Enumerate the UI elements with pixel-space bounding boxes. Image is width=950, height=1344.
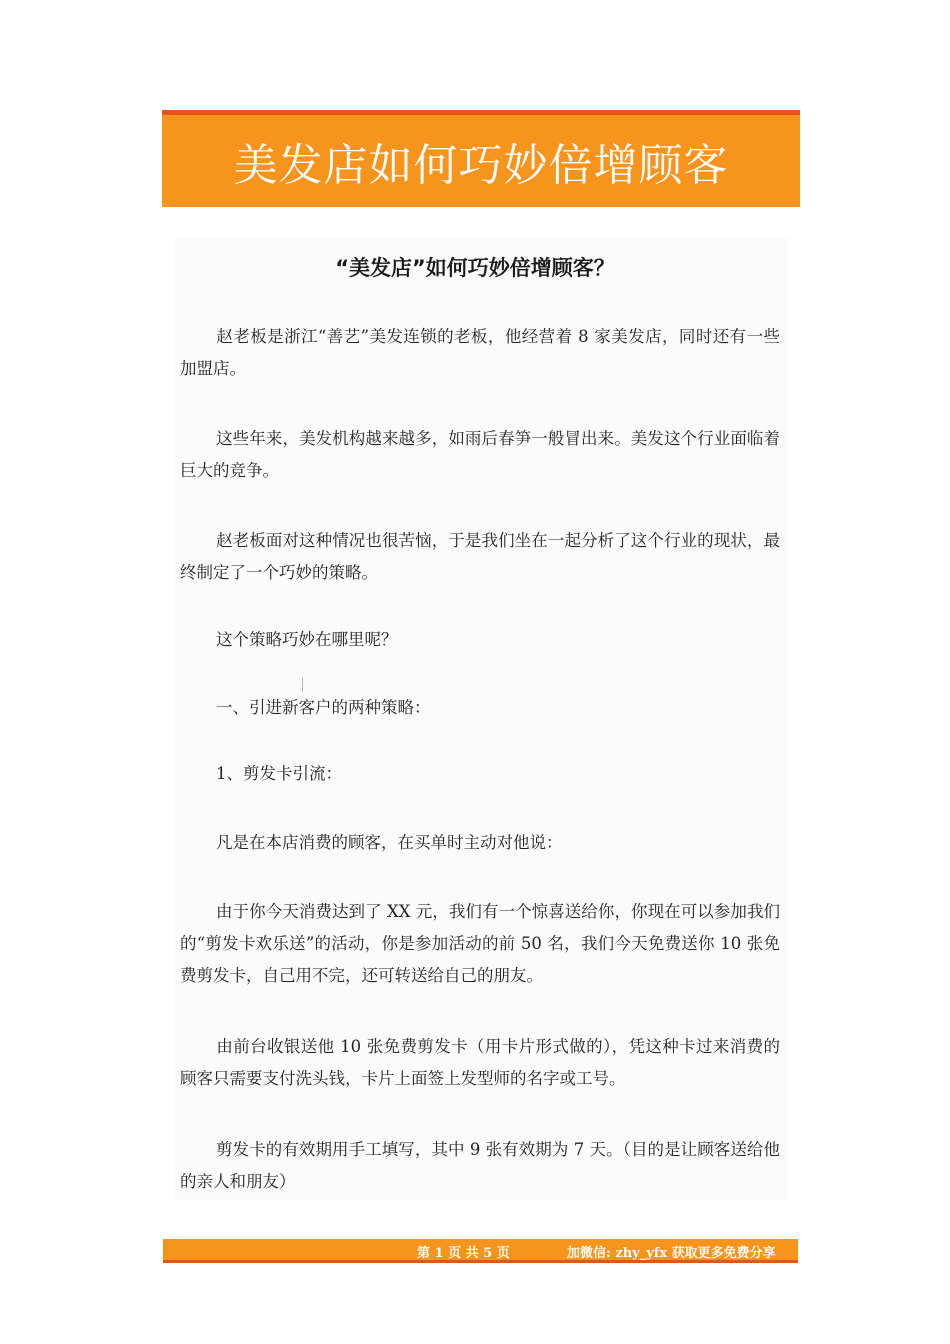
subsection-heading-text: 1、剪发卡引流： (216, 764, 342, 783)
paragraph-text: 剪发卡的有效期用手工填写，其中 9 张有效期为 7 天。（目的是让顾客送给他的亲人和朋友） (180, 1140, 780, 1191)
header-banner (162, 110, 800, 207)
paragraph (180, 525, 780, 589)
scan-mark (302, 678, 303, 692)
paragraph-text: 凡是在本店消费的顾客，在买单时主动对他说： (216, 833, 563, 852)
section-heading-text: 一、引进新客户的两种策略： (216, 698, 431, 717)
paragraph (180, 423, 780, 487)
footer-note: 加微信: zhy_yfx 获取更多免费分享 (567, 1246, 776, 1261)
paragraph-text: 这些年来，美发机构越来越多，如雨后春笋一般冒出来。美发这个行业面临着巨大的竞争。 (180, 429, 780, 480)
paragraph-text: 赵老板面对这种情况也很苦恼，于是我们坐在一起分析了这个行业的现状，最终制定了一个巧妙的策略。 (180, 531, 780, 582)
paragraph-text: 赵老板是浙江“善艺”美发连锁的老板，他经营着 8 家美发店，同时还有一些加盟店。 (180, 327, 780, 378)
footer-bar (163, 1239, 798, 1263)
section-heading (180, 692, 780, 724)
subsection-heading (180, 758, 780, 790)
paragraph (180, 1134, 780, 1198)
paragraph (180, 827, 780, 859)
paragraph-text: 由于你今天消费达到了 XX 元，我们有一个惊喜送给你，你现在可以参加我们的“剪发卡欢乐送”的活动，你是参加活动的前 50 名，我们今天免费送你 10 张免费剪发卡，自己用不完，还可转送给自己的朋友。 (180, 902, 780, 985)
paragraph (180, 624, 780, 656)
paragraph (180, 1031, 780, 1095)
banner-title: 美发店如何巧妙倍增顾客 (233, 140, 729, 191)
paragraph (180, 321, 780, 385)
paragraph-text: 这个策略巧妙在哪里呢？ (216, 630, 398, 649)
paragraph-text: 由前台收银送他 10 张免费剪发卡（用卡片形式做的），凭这种卡过来消费的顾客只需要支付洗头钱，卡片上面签上发型师的名字或工号。 (180, 1037, 780, 1088)
page-indicator: 第 1 页 共 5 页 (417, 1246, 510, 1261)
document-title: “美发店”如何巧妙倍增顾客？ (335, 256, 615, 280)
paragraph (180, 896, 780, 992)
